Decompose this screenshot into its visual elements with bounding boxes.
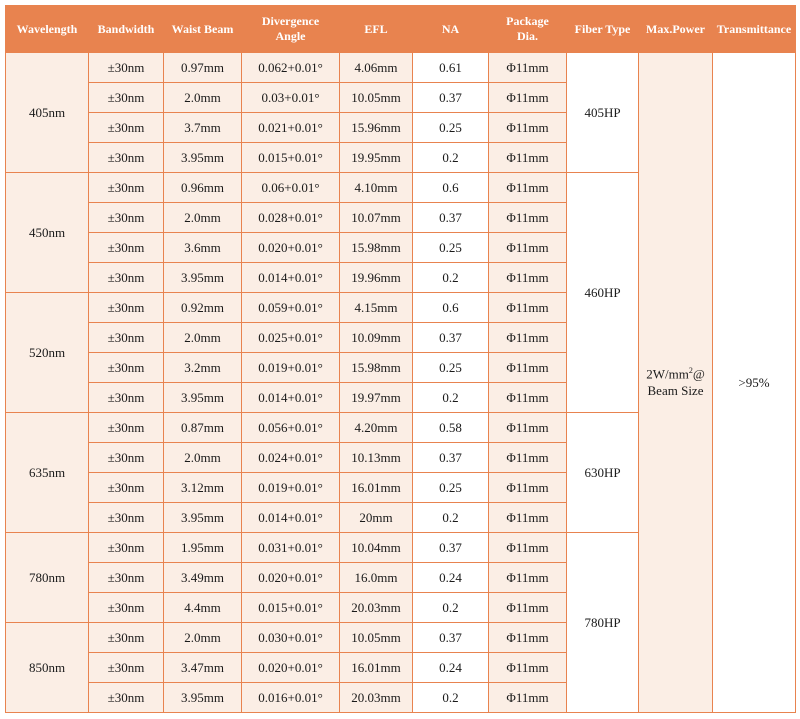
efl-cell: 20mm bbox=[340, 503, 413, 533]
waist-beam-cell: 4.4mm bbox=[164, 593, 242, 623]
wavelength-cell: 520nm bbox=[6, 293, 89, 413]
na-cell: 0.37 bbox=[413, 443, 489, 473]
header-divergence-line1: Divergence bbox=[261, 14, 320, 28]
fiber-type-cell: 780HP bbox=[567, 533, 639, 713]
max-power-exponent: 2 bbox=[688, 366, 693, 376]
divergence-angle-cell: 0.020+0.01° bbox=[242, 233, 340, 263]
waist-beam-cell: 2.0mm bbox=[164, 623, 242, 653]
waist-beam-cell: 0.96mm bbox=[164, 173, 242, 203]
waist-beam-cell: 2.0mm bbox=[164, 443, 242, 473]
efl-cell: 20.03mm bbox=[340, 683, 413, 713]
max-power-condition: Beam Size bbox=[647, 382, 704, 398]
divergence-angle-cell: 0.014+0.01° bbox=[242, 503, 340, 533]
bandwidth-cell: ±30nm bbox=[89, 83, 164, 113]
bandwidth-cell: ±30nm bbox=[89, 113, 164, 143]
na-cell: 0.25 bbox=[413, 353, 489, 383]
fiber-type-cell: 460HP bbox=[567, 173, 639, 413]
efl-cell: 19.97mm bbox=[340, 383, 413, 413]
max-power-at: @ bbox=[692, 366, 705, 382]
efl-cell: 16.01mm bbox=[340, 653, 413, 683]
fiber-type-cell: 405HP bbox=[567, 53, 639, 173]
package-dia-cell: Φ11mm bbox=[489, 623, 567, 653]
wavelength-cell: 450nm bbox=[6, 173, 89, 293]
efl-cell: 15.98mm bbox=[340, 233, 413, 263]
bandwidth-cell: ±30nm bbox=[89, 473, 164, 503]
waist-beam-cell: 3.12mm bbox=[164, 473, 242, 503]
package-dia-cell: Φ11mm bbox=[489, 533, 567, 563]
na-cell: 0.24 bbox=[413, 563, 489, 593]
waist-beam-cell: 3.6mm bbox=[164, 233, 242, 263]
divergence-angle-cell: 0.020+0.01° bbox=[242, 653, 340, 683]
na-cell: 0.6 bbox=[413, 293, 489, 323]
package-dia-cell: Φ11mm bbox=[489, 233, 567, 263]
na-cell: 0.2 bbox=[413, 263, 489, 293]
package-dia-cell: Φ11mm bbox=[489, 83, 567, 113]
na-cell: 0.25 bbox=[413, 113, 489, 143]
divergence-angle-cell: 0.056+0.01° bbox=[242, 413, 340, 443]
package-dia-cell: Φ11mm bbox=[489, 203, 567, 233]
na-cell: 0.2 bbox=[413, 503, 489, 533]
fiber-type-cell: 630HP bbox=[567, 413, 639, 533]
na-cell: 0.58 bbox=[413, 413, 489, 443]
header-max-power: Max.Power bbox=[639, 6, 713, 53]
efl-cell: 10.07mm bbox=[340, 203, 413, 233]
package-dia-cell: Φ11mm bbox=[489, 293, 567, 323]
na-cell: 0.61 bbox=[413, 53, 489, 83]
divergence-angle-cell: 0.028+0.01° bbox=[242, 203, 340, 233]
header-divergence-line2: Angle bbox=[275, 29, 306, 43]
bandwidth-cell: ±30nm bbox=[89, 233, 164, 263]
waist-beam-cell: 3.95mm bbox=[164, 683, 242, 713]
efl-cell: 10.09mm bbox=[340, 323, 413, 353]
bandwidth-cell: ±30nm bbox=[89, 563, 164, 593]
waist-beam-cell: 3.95mm bbox=[164, 503, 242, 533]
package-dia-cell: Φ11mm bbox=[489, 353, 567, 383]
package-dia-cell: Φ11mm bbox=[489, 383, 567, 413]
efl-cell: 20.03mm bbox=[340, 593, 413, 623]
na-cell: 0.25 bbox=[413, 473, 489, 503]
bandwidth-cell: ±30nm bbox=[89, 533, 164, 563]
efl-cell: 16.01mm bbox=[340, 473, 413, 503]
package-dia-cell: Φ11mm bbox=[489, 563, 567, 593]
bandwidth-cell: ±30nm bbox=[89, 383, 164, 413]
waist-beam-cell: 2.0mm bbox=[164, 323, 242, 353]
wavelength-cell: 780nm bbox=[6, 533, 89, 623]
na-cell: 0.2 bbox=[413, 683, 489, 713]
waist-beam-cell: 3.95mm bbox=[164, 143, 242, 173]
efl-cell: 19.95mm bbox=[340, 143, 413, 173]
bandwidth-cell: ±30nm bbox=[89, 53, 164, 83]
bandwidth-cell: ±30nm bbox=[89, 443, 164, 473]
package-dia-cell: Φ11mm bbox=[489, 173, 567, 203]
divergence-angle-cell: 0.031+0.01° bbox=[242, 533, 340, 563]
divergence-angle-cell: 0.030+0.01° bbox=[242, 623, 340, 653]
bandwidth-cell: ±30nm bbox=[89, 503, 164, 533]
package-dia-cell: Φ11mm bbox=[489, 53, 567, 83]
bandwidth-cell: ±30nm bbox=[89, 323, 164, 353]
package-dia-cell: Φ11mm bbox=[489, 503, 567, 533]
waist-beam-cell: 3.95mm bbox=[164, 383, 242, 413]
wavelength-cell: 635nm bbox=[6, 413, 89, 533]
divergence-angle-cell: 0.019+0.01° bbox=[242, 353, 340, 383]
package-dia-cell: Φ11mm bbox=[489, 653, 567, 683]
header-package-line2: Dia. bbox=[517, 29, 538, 43]
package-dia-cell: Φ11mm bbox=[489, 443, 567, 473]
bandwidth-cell: ±30nm bbox=[89, 353, 164, 383]
waist-beam-cell: 1.95mm bbox=[164, 533, 242, 563]
wavelength-cell: 405nm bbox=[6, 53, 89, 173]
header-na: NA bbox=[413, 6, 489, 53]
divergence-angle-cell: 0.059+0.01° bbox=[242, 293, 340, 323]
waist-beam-cell: 0.92mm bbox=[164, 293, 242, 323]
divergence-angle-cell: 0.015+0.01° bbox=[242, 593, 340, 623]
divergence-angle-cell: 0.014+0.01° bbox=[242, 263, 340, 293]
bandwidth-cell: ±30nm bbox=[89, 623, 164, 653]
efl-cell: 10.13mm bbox=[340, 443, 413, 473]
efl-cell: 10.05mm bbox=[340, 83, 413, 113]
efl-cell: 4.15mm bbox=[340, 293, 413, 323]
bandwidth-cell: ±30nm bbox=[89, 143, 164, 173]
header-package-line1: Package bbox=[506, 14, 549, 28]
divergence-angle-cell: 0.03+0.01° bbox=[242, 83, 340, 113]
na-cell: 0.25 bbox=[413, 233, 489, 263]
na-cell: 0.37 bbox=[413, 623, 489, 653]
waist-beam-cell: 2.0mm bbox=[164, 203, 242, 233]
max-power-value: 2W/mm bbox=[646, 366, 689, 382]
divergence-angle-cell: 0.021+0.01° bbox=[242, 113, 340, 143]
waist-beam-cell: 2.0mm bbox=[164, 83, 242, 113]
na-cell: 0.37 bbox=[413, 83, 489, 113]
header-efl: EFL bbox=[340, 6, 413, 53]
divergence-angle-cell: 0.06+0.01° bbox=[242, 173, 340, 203]
na-cell: 0.37 bbox=[413, 533, 489, 563]
package-dia-cell: Φ11mm bbox=[489, 323, 567, 353]
divergence-angle-cell: 0.019+0.01° bbox=[242, 473, 340, 503]
package-dia-cell: Φ11mm bbox=[489, 263, 567, 293]
efl-cell: 10.04mm bbox=[340, 533, 413, 563]
waist-beam-cell: 3.95mm bbox=[164, 263, 242, 293]
divergence-angle-cell: 0.014+0.01° bbox=[242, 383, 340, 413]
package-dia-cell: Φ11mm bbox=[489, 683, 567, 713]
header-waist-beam: Waist Beam bbox=[164, 6, 242, 53]
na-cell: 0.24 bbox=[413, 653, 489, 683]
package-dia-cell: Φ11mm bbox=[489, 593, 567, 623]
divergence-angle-cell: 0.024+0.01° bbox=[242, 443, 340, 473]
na-cell: 0.37 bbox=[413, 203, 489, 233]
bandwidth-cell: ±30nm bbox=[89, 293, 164, 323]
divergence-angle-cell: 0.020+0.01° bbox=[242, 563, 340, 593]
table-body bbox=[6, 53, 796, 713]
bandwidth-cell: ±30nm bbox=[89, 593, 164, 623]
header-wavelength: Wavelength bbox=[6, 6, 89, 53]
max-power-cell bbox=[639, 53, 713, 713]
package-dia-cell: Φ11mm bbox=[489, 473, 567, 503]
package-dia-cell: Φ11mm bbox=[489, 113, 567, 143]
efl-cell: 15.96mm bbox=[340, 113, 413, 143]
na-cell: 0.2 bbox=[413, 593, 489, 623]
efl-cell: 4.20mm bbox=[340, 413, 413, 443]
efl-cell: 10.05mm bbox=[340, 623, 413, 653]
bandwidth-cell: ±30nm bbox=[89, 203, 164, 233]
package-dia-cell: Φ11mm bbox=[489, 413, 567, 443]
na-cell: 0.2 bbox=[413, 143, 489, 173]
header-fiber-type: Fiber Type bbox=[567, 6, 639, 53]
bandwidth-cell: ±30nm bbox=[89, 683, 164, 713]
header-package-dia bbox=[489, 6, 567, 53]
bandwidth-cell: ±30nm bbox=[89, 653, 164, 683]
divergence-angle-cell: 0.062+0.01° bbox=[242, 53, 340, 83]
efl-cell: 19.96mm bbox=[340, 263, 413, 293]
waist-beam-cell: 3.2mm bbox=[164, 353, 242, 383]
divergence-angle-cell: 0.016+0.01° bbox=[242, 683, 340, 713]
transmittance-cell: >95% bbox=[713, 53, 796, 713]
na-cell: 0.37 bbox=[413, 323, 489, 353]
package-dia-cell: Φ11mm bbox=[489, 143, 567, 173]
divergence-angle-cell: 0.025+0.01° bbox=[242, 323, 340, 353]
bandwidth-cell: ±30nm bbox=[89, 173, 164, 203]
efl-cell: 15.98mm bbox=[340, 353, 413, 383]
table-row bbox=[6, 53, 796, 83]
waist-beam-cell: 3.49mm bbox=[164, 563, 242, 593]
na-cell: 0.2 bbox=[413, 383, 489, 413]
header-divergence-angle bbox=[242, 6, 340, 53]
waist-beam-cell: 3.47mm bbox=[164, 653, 242, 683]
efl-cell: 4.10mm bbox=[340, 173, 413, 203]
efl-cell: 16.0mm bbox=[340, 563, 413, 593]
efl-cell: 4.06mm bbox=[340, 53, 413, 83]
header-transmittance: Transmittance bbox=[713, 6, 796, 53]
na-cell: 0.6 bbox=[413, 173, 489, 203]
waist-beam-cell: 3.7mm bbox=[164, 113, 242, 143]
waist-beam-cell: 0.97mm bbox=[164, 53, 242, 83]
table-header bbox=[6, 6, 796, 53]
divergence-angle-cell: 0.015+0.01° bbox=[242, 143, 340, 173]
wavelength-cell: 850nm bbox=[6, 623, 89, 713]
bandwidth-cell: ±30nm bbox=[89, 263, 164, 293]
header-bandwidth: Bandwidth bbox=[89, 6, 164, 53]
bandwidth-cell: ±30nm bbox=[89, 413, 164, 443]
waist-beam-cell: 0.87mm bbox=[164, 413, 242, 443]
spec-table bbox=[5, 5, 796, 713]
